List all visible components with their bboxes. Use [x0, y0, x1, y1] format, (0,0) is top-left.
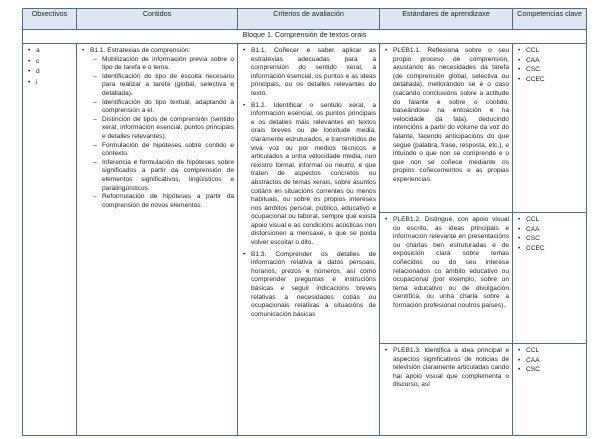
estandar-list	[383, 47, 509, 185]
competencia-item: • CCEC	[526, 245, 583, 254]
contido-subitem: – Mobilización de información previa sobre o tipo de tarefa e o tema.	[102, 56, 234, 73]
contido-subitem: – Identificación do tipo textual, adaptando a comprensión a el.	[102, 99, 234, 116]
obxectivos-cell	[23, 44, 77, 436]
competencia-item: • CSC	[526, 366, 583, 375]
estandar-item: • PLEB1.2. Distingue, con apoio visual ou escrito, as ideas principais e información relevante en presentacións ou charlas ben estruturadas e de exposición clara sobre temas coñecidos ou do seu interese relacionados co ámbito educativo ou ocupacional (por exemplo, sobre un tema educativo ou de divulgación científica, ou unha charla sobre a formación profesional noutros países).	[393, 216, 509, 311]
obxectivo-item: • c	[36, 58, 73, 67]
estandar-cell-3	[380, 344, 513, 436]
competencia-item: • CCL	[526, 347, 583, 356]
competencia-item: • CAA	[526, 57, 583, 66]
competencia-item: • CSC	[526, 235, 583, 244]
competencias-list	[516, 347, 583, 375]
obxectivo-item: • i	[36, 79, 73, 88]
bloque-row	[23, 30, 587, 44]
bloque-title: Bloque 1. Comprensión de textos orais	[23, 30, 587, 44]
obxectivo-item: • d	[36, 68, 73, 77]
header-criterios: Criterios de avaliación	[238, 9, 380, 30]
contido-title: B1.1. Estratexias de comprensión:	[90, 47, 191, 54]
header-row	[23, 9, 587, 30]
criterios-cell	[238, 44, 380, 436]
obxectivos-list	[26, 47, 73, 87]
estandar-item: • PLEB1.3. Identifica a idea principal e aspectos significativos de noticias de televisión claramente articuladas cando hai apoio visual que complementa o discurso, así	[393, 347, 509, 390]
contido-subitem: – Identificación do tipo de escoita necesario para realizar a tarefa (global, selectiva e detallada).	[102, 73, 234, 99]
estandar-item: • PLEB1.1. Reflexiona sobre o seu propio proceso de comprensión, axustando ás necesidades da tarefa (de comprensión global, selectiva ou detallada), mellorándoo se é o caso (sacando conclusións sobre a actitude do falante e sobre o contido, baseándose na entoación e na velocidade da fala), deducindo intencións a partir do volume da voz do falante, facendo anticipacións do que segue (palabra, frase, resposta, etc.), e intuíndo o que non se comprende e o que non se coñece mediante os propios coñecementos e as propias experiencias.	[393, 47, 509, 185]
criterio-item: • B1.1. Coñecer e saber aplicar as estratexias adecuadas para a comprensión do sentido xeral, a información esencial, os puntos e as ideas principais, ou os detalles relevantes do texto.	[251, 47, 376, 99]
estandar-cell-1	[380, 44, 513, 213]
competencias-list	[516, 47, 583, 84]
header-contidos: Contidos	[77, 9, 238, 30]
criterios-list	[241, 47, 376, 319]
estandar-list	[383, 347, 509, 390]
competencia-item: • CAA	[526, 226, 583, 235]
content-row	[23, 44, 587, 213]
contidos-list	[80, 47, 234, 210]
competencia-item: • CCL	[526, 47, 583, 56]
curriculum-table	[22, 8, 587, 436]
header-obxectivos: Obxectivos	[23, 9, 77, 30]
contido-subitem: – Distinción de tipos de comprensión (sentido xeral, información esencial, puntos principais e detalles relevantes).	[102, 116, 234, 142]
estandar-cell-2	[380, 213, 513, 344]
contido-subitem: – Formulación de hipóteses sobre contido e contexto.	[102, 142, 234, 159]
contido-sublist	[90, 56, 234, 211]
contido-subitem: – Inferencia e formulación de hipóteses sobre significados a partir da comprensión de elementos significativos, lingüísticos e paralingüísticos.	[102, 159, 234, 193]
competencia-item: • CCL	[526, 216, 583, 225]
header-estandares: Estándares de aprendizaxe	[380, 9, 513, 30]
competencias-cell-3	[513, 344, 587, 436]
obxectivo-item: • a	[36, 47, 73, 56]
contido-subitem: – Reformulación de hipóteses a partir da comprensión de novos elementos.	[102, 193, 234, 210]
competencias-list	[516, 216, 583, 253]
contidos-cell	[77, 44, 238, 436]
estandar-list	[383, 216, 509, 311]
competencia-item: • CSC	[526, 66, 583, 75]
competencia-item: • CCEC	[526, 76, 583, 85]
competencias-cell-1	[513, 44, 587, 213]
criterio-item: • B1.2. Identificar o sentido xeral, a información esencial, os puntos principais e os detalles máis relevantes en textos orais breves ou de lonxitude media, claramente estruturados, e transmitidos de viva voz ou por medios técnicos e articulados a unha velocidade media, nun rexistro formal, informal ou neutro, e que traten de aspectos concretos ou abstractos de temas xerais, sobre asuntos cotiáns en situacións correntes ou menos habituais, ou sobre os propios intereses nos ámbitos persoal, público, educativo e ocupacional ou laboral, sempre que exista apoio visual e as condicións acústicas non distorsionen a mensaxe, e que se poida volver escoitar o dito.	[251, 102, 376, 248]
competencia-item: • CAA	[526, 357, 583, 366]
contido-item	[90, 47, 234, 210]
criterio-item: • B1.3. Comprender os detalles de información relativa a datos persoais, horarios, prezos e números, así como comprender preguntas e instrucións básicas e seguir indicacións breves relativas a necesidades cotiás ou ocupacionais relativas a situacións de comunicación básicas	[251, 251, 376, 320]
competencias-cell-2	[513, 213, 587, 344]
header-competencias: Competencias clave	[513, 9, 587, 30]
